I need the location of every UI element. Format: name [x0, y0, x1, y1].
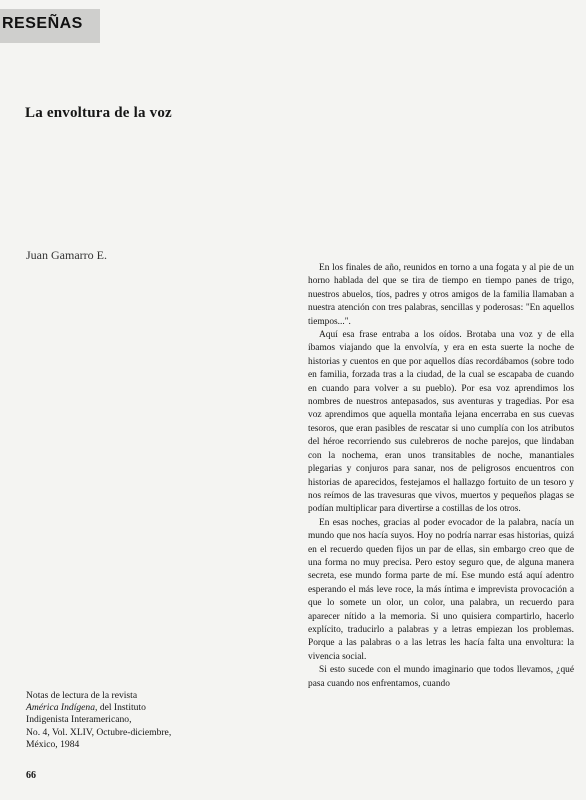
- article-body: [308, 262, 574, 691]
- article-title: La envoltura de la voz: [25, 105, 172, 121]
- article-author: Juan Gamarro E.: [26, 248, 107, 262]
- source-note-line: Indigenista Interamericano,: [26, 714, 132, 726]
- body-paragraph: En los finales de año, reunidos en torno a una fogata y al pie de un horno hablada del que se tira de tiempo en tiempo panes de trigo, nuestros abuelos, tíos, padres y otros amigos de la familia llamaban a nuestra atención con tres palabras, sencillas y poderosas: "En aquellos tiempos...".: [308, 263, 574, 327]
- source-note: [26, 690, 241, 751]
- journal-name: América Indígena: [26, 702, 96, 714]
- section-label: RESEÑAS: [2, 15, 83, 32]
- source-note-line: [26, 702, 241, 714]
- body-paragraph: En esas noches, gracias al poder evocador de la palabra, nacía un mundo que nos hacía suyos. Hoy no podría narrar esas historias, quizá en el recuerdo queden fijos un par de ellas, sin embargo creo que de una forma no muy precisa. Pero estoy seguro que, de alguna manera secreta, ese mundo forma parte de mí. Ese mundo está aquí adentro esperando el más leve roce, la más íntima e imprevista provocación a que lo somete un olor, un color, una palabra, un recuerdo para aparecer nítido a la memoria. Si uno quisiera compartirlo, hacerlo explícito, traducirlo a palabras y a letras empiezan los problemas. Porque a las palabras o a las letras les hacía falta una envoltura: la vivencia social.: [308, 517, 574, 662]
- source-note-line: Notas de lectura de la revista: [26, 690, 138, 701]
- body-paragraph: Si esto sucede con el mundo imaginario que todos llevamos, ¿qué pasa cuando nos enfrentamos, cuando: [308, 665, 574, 689]
- page-number: 66: [26, 770, 36, 781]
- source-note-line: No. 4, Vol. XLIV, Octubre-diciembre,: [26, 726, 172, 738]
- source-note-text: , del Instituto: [95, 702, 146, 714]
- body-paragraph: Aquí esa frase entraba a los oídos. Brotaba una voz y de ella íbamos viajando que la envolvía, y era en esta suerte la noche de historias y cuentos en que por aquellos días recordábamos (sobre todo en familia, forzada tras a la ciudad, de la cual se escapaba de cuando en cuando para volver a su pueblo). Por esa voz aprendimos los nombres de nuestros antepasados, sus aventuras y tragedias. Por esa voz aprendimos que aquella montaña lejana encerraba en sus cuevas tesoros, que eran pasibles de rescatar si uno cumplía con los atributos del héroe recorriendo sus culebreros de noche parejos, que lindaban con la nochema, eran unos transitables de noche, manantiales plegarias y conjuros para sanar, nos de peligrosos encuentros con historias de aparecidos, festejamos el hallazgo fortuito de un tesoro y nos reímos de las travesuras que vivos, muertos y pequeños plagas se podían multiplicar para divertirse a costillas de los otros.: [308, 330, 574, 515]
- source-note-line: México, 1984: [26, 738, 80, 750]
